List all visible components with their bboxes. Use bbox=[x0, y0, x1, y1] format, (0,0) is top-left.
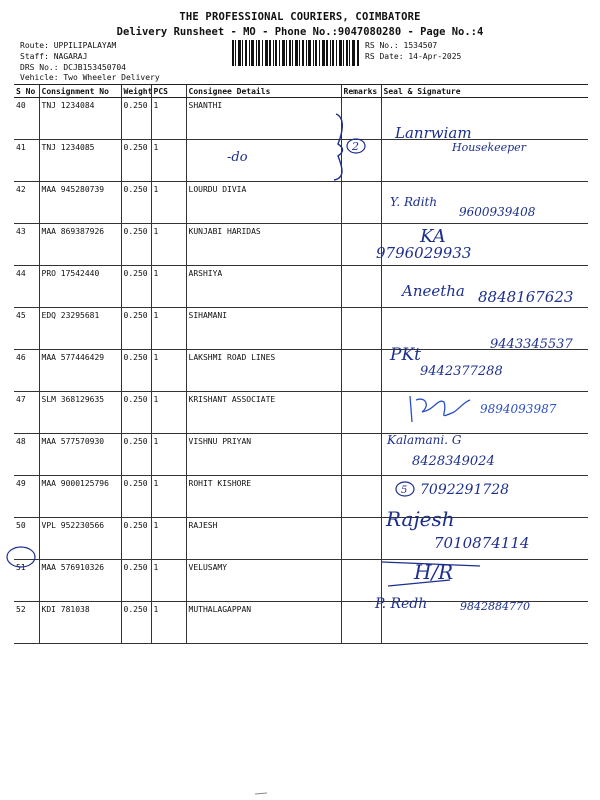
drs-number: DRS No.: DCJB153450704 bbox=[20, 63, 126, 72]
route-text: Route: UPPILIPALAYAM bbox=[20, 41, 117, 50]
signature-row-40-role: Housekeeper bbox=[452, 141, 526, 154]
cell-consignee: LOURDU DIVIA bbox=[186, 182, 341, 224]
staff-text: Staff: NAGARAJ bbox=[20, 52, 88, 61]
cell-sno: 41 bbox=[14, 140, 39, 182]
runsheet-subtitle: Delivery Runsheet - MO - Phone No.:9047080280 - Page No.:4 bbox=[116, 26, 484, 38]
cell-sno: 40 bbox=[14, 98, 39, 140]
cell-pcs: 1 bbox=[151, 602, 186, 644]
table-row bbox=[14, 98, 588, 140]
cell-weight: 0.250 bbox=[121, 476, 151, 518]
cell-consignee: SIHAMANI bbox=[186, 308, 341, 350]
cell-pcs: 1 bbox=[151, 518, 186, 560]
cell-weight: 0.250 bbox=[121, 140, 151, 182]
cell-sno: 49 bbox=[14, 476, 39, 518]
table-header-row bbox=[14, 85, 588, 98]
row-51-circle-mark bbox=[5, 545, 37, 569]
runsheet-meta-left bbox=[20, 40, 126, 73]
cell-consignment: PRO 17542440 bbox=[39, 266, 121, 308]
signature-row-43-initials: KA bbox=[420, 226, 446, 247]
cell-consignment: MAA 945280739 bbox=[39, 182, 121, 224]
cell-weight: 0.250 bbox=[121, 308, 151, 350]
signature-row-44-phone: 8848167623 bbox=[478, 288, 574, 306]
cell-consignment: MAA 9000125796 bbox=[39, 476, 121, 518]
cell-weight: 0.250 bbox=[121, 350, 151, 392]
signature-row-51-strokes bbox=[380, 558, 490, 590]
cell-consignee: VELUSAMY bbox=[186, 560, 341, 602]
cell-consignment: MAA 577570930 bbox=[39, 434, 121, 476]
signature-row-48-phone: 8428349024 bbox=[412, 454, 495, 469]
cell-sno: 52 bbox=[14, 602, 39, 644]
signature-row-51-mark: H/R bbox=[414, 560, 454, 584]
remark-number: 2 bbox=[352, 140, 359, 153]
signature-row-42-name: Y. Rdith bbox=[390, 195, 438, 209]
table-row bbox=[14, 434, 588, 476]
cell-consignee bbox=[186, 140, 341, 182]
cell-consignee: KRISHANT ASSOCIATE bbox=[186, 392, 341, 434]
cell-consignee: KUNJABI HARIDAS bbox=[186, 224, 341, 266]
cell-consignment: MAA 576910326 bbox=[39, 560, 121, 602]
signature-row-49-circle bbox=[394, 480, 416, 498]
barcode-image bbox=[232, 40, 360, 66]
cell-pcs: 1 bbox=[151, 308, 186, 350]
col-header-consignee: Consignee Details bbox=[186, 85, 341, 98]
col-header-sno: S No bbox=[14, 85, 39, 98]
cell-weight: 0.250 bbox=[121, 434, 151, 476]
cell-sno: 45 bbox=[14, 308, 39, 350]
cell-pcs: 1 bbox=[151, 182, 186, 224]
cell-sno: 51 bbox=[14, 560, 39, 602]
cell-remarks bbox=[341, 392, 381, 434]
vehicle-text: Vehicle: Two Wheeler Delivery bbox=[20, 73, 160, 82]
cell-consignment: MAA 577446429 bbox=[39, 350, 121, 392]
col-header-weight: Weight bbox=[121, 85, 151, 98]
cell-weight: 0.250 bbox=[121, 266, 151, 308]
page-mark bbox=[255, 792, 267, 795]
cell-sno: 42 bbox=[14, 182, 39, 224]
cell-remarks bbox=[341, 182, 381, 224]
cell-weight: 0.250 bbox=[121, 560, 151, 602]
signature-row-40-name: Lanrwiam bbox=[395, 124, 472, 142]
cell-remarks bbox=[341, 308, 381, 350]
cell-pcs: 1 bbox=[151, 140, 186, 182]
signature-row-47-phone: 9894093987 bbox=[480, 402, 557, 416]
cell-sno: 46 bbox=[14, 350, 39, 392]
col-header-pcs: PCS bbox=[151, 85, 186, 98]
signature-row-47-scribble bbox=[404, 392, 474, 426]
company-title: THE PROFESSIONAL COURIERS, COIMBATORE bbox=[179, 11, 421, 23]
cell-pcs: 1 bbox=[151, 392, 186, 434]
cell-consignment: TNJ 1234085 bbox=[39, 140, 121, 182]
cell-consignment: TNJ 1234084 bbox=[39, 98, 121, 140]
col-header-remarks: Remarks bbox=[341, 85, 381, 98]
col-header-consignment: Consignment No bbox=[39, 85, 121, 98]
cell-weight: 0.250 bbox=[121, 518, 151, 560]
cell-weight: 0.250 bbox=[121, 98, 151, 140]
cell-sno: 44 bbox=[14, 266, 39, 308]
cell-consignee: LAKSHMI ROAD LINES bbox=[186, 350, 341, 392]
cell-weight: 0.250 bbox=[121, 392, 151, 434]
signature-row-46-phone1: 9443345537 bbox=[490, 337, 573, 352]
signature-row-49-phone: 7092291728 bbox=[420, 482, 510, 498]
rs-date: RS Date: 14-Apr-2025 bbox=[365, 52, 462, 61]
cell-consignment: MAA 869387926 bbox=[39, 224, 121, 266]
cell-consignee: SHANTHI bbox=[186, 98, 341, 140]
cell-pcs: 1 bbox=[151, 98, 186, 140]
cell-pcs: 1 bbox=[151, 266, 186, 308]
table-row bbox=[14, 224, 588, 266]
cell-pcs: 1 bbox=[151, 560, 186, 602]
cell-sno: 43 bbox=[14, 224, 39, 266]
runsheet-meta-right bbox=[365, 40, 461, 62]
signature-row-46-initials: PKt bbox=[390, 345, 421, 365]
signature-row-44-name: Aneetha bbox=[402, 282, 465, 300]
cell-weight: 0.250 bbox=[121, 182, 151, 224]
cell-sno: 50 bbox=[14, 518, 39, 560]
cell-consignment: SLM 368129635 bbox=[39, 392, 121, 434]
cell-consignee: MUTHALAGAPPAN bbox=[186, 602, 341, 644]
cell-remarks bbox=[341, 266, 381, 308]
cell-pcs: 1 bbox=[151, 434, 186, 476]
cell-remarks bbox=[341, 434, 381, 476]
table-row bbox=[14, 560, 588, 602]
cell-consignee: ARSHIYA bbox=[186, 266, 341, 308]
row-49-number: 5 bbox=[401, 485, 408, 496]
signature-row-50-phone: 7010874114 bbox=[434, 534, 530, 552]
col-header-signature: Seal & Signature bbox=[381, 85, 588, 98]
cell-weight: 0.250 bbox=[121, 224, 151, 266]
cell-consignee: VISHNU PRIYAN bbox=[186, 434, 341, 476]
cell-remarks bbox=[341, 224, 381, 266]
remarks-bracket bbox=[332, 112, 372, 182]
signature-row-50-name: Rajesh bbox=[386, 507, 455, 531]
signature-row-46-phone2: 9442377288 bbox=[420, 364, 503, 379]
cell-pcs: 1 bbox=[151, 476, 186, 518]
cell-consignment: KDI 781038 bbox=[39, 602, 121, 644]
ditto-mark: -do bbox=[227, 150, 248, 165]
cell-weight: 0.250 bbox=[121, 602, 151, 644]
cell-sno: 47 bbox=[14, 392, 39, 434]
cell-remarks bbox=[341, 518, 381, 560]
cell-consignment: VPL 952230566 bbox=[39, 518, 121, 560]
cell-consignment: EDQ 23295681 bbox=[39, 308, 121, 350]
cell-remarks bbox=[341, 350, 381, 392]
cell-remarks bbox=[341, 476, 381, 518]
signature-row-42-phone: 9600939408 bbox=[459, 205, 536, 219]
cell-pcs: 1 bbox=[151, 350, 186, 392]
rs-number: RS No.: 1534507 bbox=[365, 41, 438, 50]
cell-consignee: RAJESH bbox=[186, 518, 341, 560]
signature-row-43-phone: 9796029933 bbox=[376, 244, 472, 262]
signature-row-48-name: Kalamani. G bbox=[387, 433, 462, 447]
cell-pcs: 1 bbox=[151, 224, 186, 266]
cell-sno: 48 bbox=[14, 434, 39, 476]
cell-consignee: ROHIT KISHORE bbox=[186, 476, 341, 518]
signature-row-52-name: P. Redh bbox=[375, 596, 428, 612]
signature-row-52-phone: 9842884770 bbox=[460, 600, 530, 613]
